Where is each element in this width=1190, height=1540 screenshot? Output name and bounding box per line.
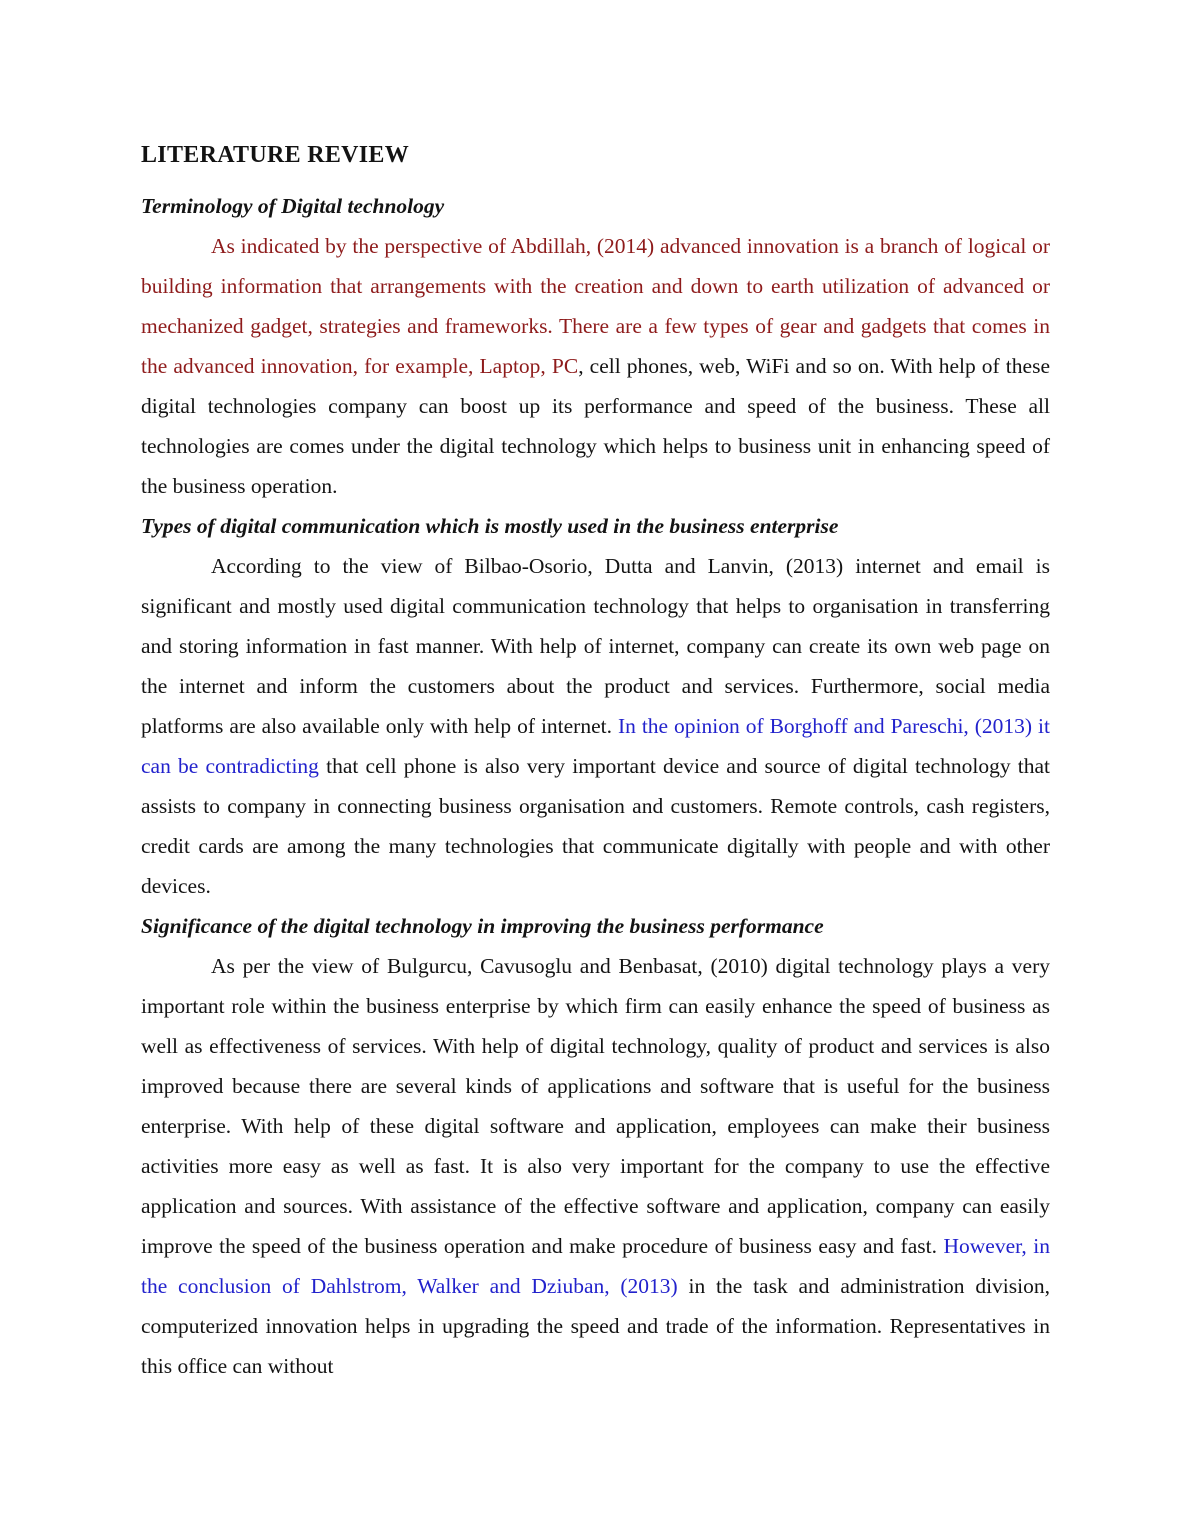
section-types-of-communication <box>141 506 1050 906</box>
section-significance-paragraph <box>141 946 1050 1386</box>
section-types-paragraph <box>141 546 1050 906</box>
section-terminology-heading: Terminology of Digital technology <box>141 194 445 218</box>
section-significance-heading: Significance of the digital technology in improving the business performance <box>141 914 824 938</box>
citation-run-abdillah: As indicated by the perspective of Abdillah, (2014) advanced innovation is a branch of logical or building information that arrangements with the creation and down to earth utilization of advanced or mechanized gadget, strategies and frameworks. There are a few types of gear and gadgets that comes in the advanced innovation, for example, Laptop, PC <box>141 234 1050 378</box>
body-text-run: that cell phone is also very important device and source of digital technology that assists to company in connecting business organisation and customers. Remote controls, cash registers, credit cards are among the many technologies that communicate digitally with people and with other devices. <box>141 754 1050 898</box>
page-title: LITERATURE REVIEW <box>141 142 410 168</box>
section-terminology <box>141 186 1050 506</box>
citation-run-dahlstrom-walker-dziuban: However, in the conclusion of Dahlstrom, Walker and Dziuban, (2013) <box>141 1234 1050 1298</box>
body-text-run: , cell phones, web, WiFi and so on. With help of these digital technologies company can boost up its performance and speed of the business. These all technologies are comes under the digital technology which helps to business unit in enhancing speed of the business operation. <box>141 354 1050 498</box>
body-text-run: As per the view of Bulgurcu, Cavusoglu and Benbasat, (2010) digital technology plays a very important role within the business enterprise by which firm can easily enhance the speed of business as well as effectiveness of services. With help of digital technology, quality of product and services is also improved because there are several kinds of applications and software that is useful for the business enterprise. With help of these digital software and application, employees can make their business activities more easy as well as fast. It is also very important for the company to use the effective application and sources. With assistance of the effective software and application, company can easily improve the speed of the business operation and make procedure of business easy and fast. <box>141 954 1050 1258</box>
body-text-run: According to the view of Bilbao-Osorio, Dutta and Lanvin, (2013) internet and email is significant and mostly used digital communication technology that helps to organisation in transferring and storing information in fast manner. With help of internet, company can create its own web page on the internet and inform the customers about the product and services. Furthermore, social media platforms are also available only with help of internet. <box>141 554 1050 738</box>
citation-run-borghoff-pareschi: In the opinion of Borghoff and Pareschi, (2013) it can be contradicting <box>141 714 1050 778</box>
section-terminology-paragraph <box>141 226 1050 506</box>
section-types-heading: Types of digital communication which is mostly used in the business enterprise <box>141 514 839 538</box>
section-significance <box>141 906 1050 1386</box>
body-text-run: in the task and administration division, computerized innovation helps in upgrading the speed and trade of the information. Representatives in this office can without <box>141 1274 1050 1378</box>
